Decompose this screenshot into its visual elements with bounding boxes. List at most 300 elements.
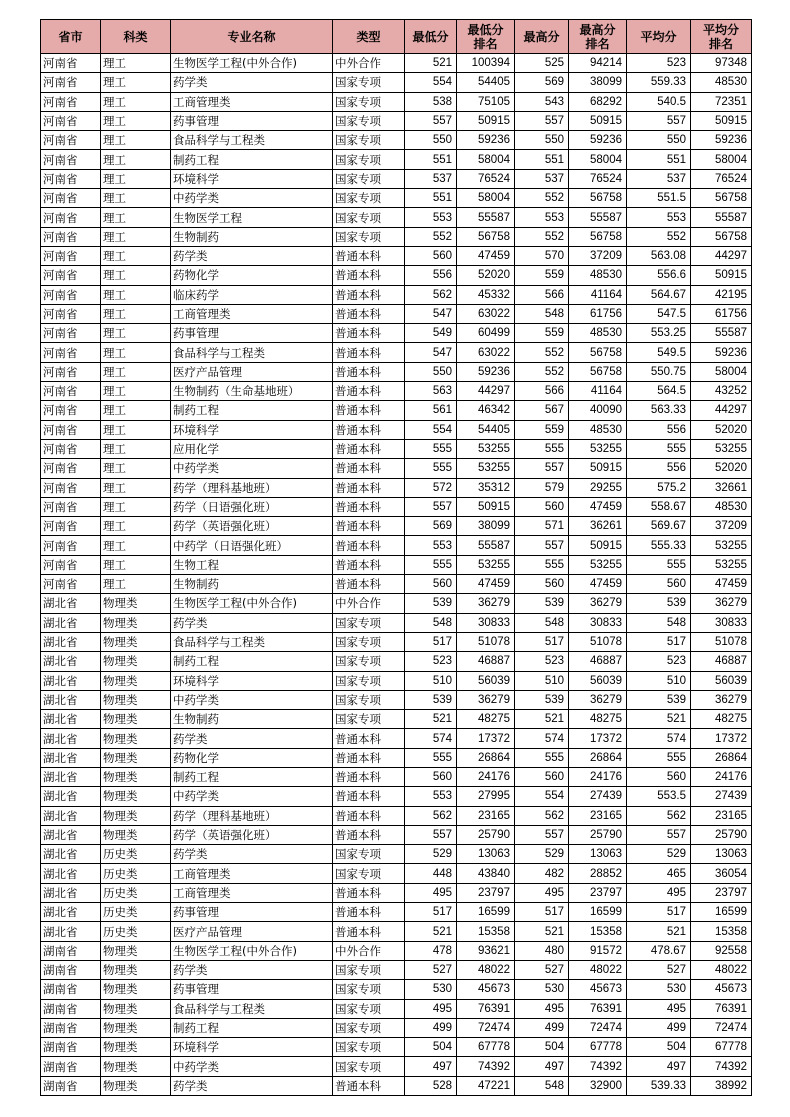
cell-type: 国家专项 <box>333 632 405 651</box>
cell-avg-rank: 48022 <box>691 960 752 979</box>
cell-min-rank: 55587 <box>457 536 515 555</box>
cell-avg-score: 564.67 <box>627 285 691 304</box>
cell-min-score: 553 <box>405 536 457 555</box>
cell-major: 生物医学工程 <box>171 208 333 227</box>
cell-province: 湖北省 <box>41 594 101 613</box>
cell-type: 普通本科 <box>333 246 405 265</box>
cell-max-rank: 59236 <box>569 131 627 150</box>
cell-max-score: 560 <box>515 767 569 786</box>
cell-category: 物理类 <box>101 652 171 671</box>
cell-min-score: 555 <box>405 555 457 574</box>
col-header-min-score: 最低分 <box>405 20 457 54</box>
cell-max-rank: 16599 <box>569 903 627 922</box>
cell-category: 理工 <box>101 555 171 574</box>
cell-type: 国家专项 <box>333 92 405 111</box>
cell-avg-score: 553 <box>627 208 691 227</box>
table-row <box>41 497 752 516</box>
col-header-avg-rank: 平均分 排名 <box>691 20 752 54</box>
cell-min-rank: 59236 <box>457 362 515 381</box>
cell-avg-score: 562 <box>627 806 691 825</box>
cell-avg-rank: 15358 <box>691 922 752 941</box>
cell-major: 制药工程 <box>171 401 333 420</box>
table-row <box>41 845 752 864</box>
cell-avg-rank: 50915 <box>691 111 752 130</box>
cell-min-rank: 48022 <box>457 960 515 979</box>
cell-category: 物理类 <box>101 787 171 806</box>
cell-max-score: 482 <box>515 864 569 883</box>
cell-category: 理工 <box>101 189 171 208</box>
cell-min-rank: 17372 <box>457 729 515 748</box>
cell-max-score: 499 <box>515 1018 569 1037</box>
cell-avg-rank: 58004 <box>691 150 752 169</box>
table-row <box>41 131 752 150</box>
cell-max-score: 559 <box>515 420 569 439</box>
cell-min-rank: 26864 <box>457 748 515 767</box>
cell-max-score: 537 <box>515 169 569 188</box>
cell-avg-rank: 42195 <box>691 285 752 304</box>
cell-major: 制药工程 <box>171 1018 333 1037</box>
cell-major: 环境科学 <box>171 671 333 690</box>
cell-avg-score: 495 <box>627 999 691 1018</box>
cell-min-rank: 44297 <box>457 382 515 401</box>
cell-major: 药学类 <box>171 845 333 864</box>
cell-max-rank: 28852 <box>569 864 627 883</box>
table-row <box>41 54 752 73</box>
table-body <box>41 54 752 1096</box>
cell-type: 国家专项 <box>333 1038 405 1057</box>
cell-category: 理工 <box>101 420 171 439</box>
cell-avg-score: 530 <box>627 980 691 999</box>
cell-category: 物理类 <box>101 806 171 825</box>
cell-province: 河南省 <box>41 304 101 323</box>
cell-min-score: 448 <box>405 864 457 883</box>
cell-type: 国家专项 <box>333 189 405 208</box>
cell-avg-rank: 72474 <box>691 1018 752 1037</box>
cell-major: 药物化学 <box>171 748 333 767</box>
cell-category: 理工 <box>101 150 171 169</box>
table-row <box>41 806 752 825</box>
cell-major: 生物工程 <box>171 555 333 574</box>
cell-province: 河南省 <box>41 92 101 111</box>
cell-min-score: 560 <box>405 246 457 265</box>
cell-min-rank: 35312 <box>457 478 515 497</box>
table-row <box>41 671 752 690</box>
cell-avg-rank: 67778 <box>691 1038 752 1057</box>
table-row <box>41 1076 752 1095</box>
cell-province: 湖北省 <box>41 825 101 844</box>
cell-province: 湖北省 <box>41 845 101 864</box>
cell-avg-rank: 23797 <box>691 883 752 902</box>
cell-type: 普通本科 <box>333 304 405 323</box>
cell-min-score: 561 <box>405 401 457 420</box>
cell-major: 食品科学与工程类 <box>171 343 333 362</box>
cell-province: 河南省 <box>41 150 101 169</box>
cell-max-rank: 37209 <box>569 246 627 265</box>
cell-min-rank: 45673 <box>457 980 515 999</box>
cell-avg-score: 551 <box>627 150 691 169</box>
table-row <box>41 941 752 960</box>
cell-avg-rank: 52020 <box>691 420 752 439</box>
cell-max-rank: 48530 <box>569 420 627 439</box>
table-row <box>41 883 752 902</box>
cell-max-score: 548 <box>515 613 569 632</box>
cell-min-rank: 56039 <box>457 671 515 690</box>
table-row <box>41 1038 752 1057</box>
cell-province: 湖北省 <box>41 767 101 786</box>
cell-avg-rank: 32661 <box>691 478 752 497</box>
cell-category: 理工 <box>101 401 171 420</box>
cell-max-rank: 48275 <box>569 710 627 729</box>
cell-max-rank: 40090 <box>569 401 627 420</box>
cell-max-score: 548 <box>515 1076 569 1095</box>
cell-avg-rank: 55587 <box>691 208 752 227</box>
cell-min-rank: 36279 <box>457 690 515 709</box>
cell-category: 物理类 <box>101 1057 171 1076</box>
cell-province: 湖北省 <box>41 922 101 941</box>
cell-major: 临床药学 <box>171 285 333 304</box>
cell-type: 普通本科 <box>333 903 405 922</box>
cell-category: 物理类 <box>101 671 171 690</box>
cell-min-rank: 74392 <box>457 1057 515 1076</box>
cell-max-rank: 25790 <box>569 825 627 844</box>
cell-max-rank: 76524 <box>569 169 627 188</box>
cell-avg-score: 539 <box>627 690 691 709</box>
cell-min-rank: 63022 <box>457 343 515 362</box>
cell-avg-rank: 24176 <box>691 767 752 786</box>
cell-min-score: 538 <box>405 92 457 111</box>
cell-max-rank: 72474 <box>569 1018 627 1037</box>
cell-province: 湖南省 <box>41 980 101 999</box>
cell-major: 中药学类 <box>171 459 333 478</box>
cell-province: 河南省 <box>41 169 101 188</box>
table-row <box>41 92 752 111</box>
cell-avg-score: 575.2 <box>627 478 691 497</box>
cell-min-score: 521 <box>405 54 457 73</box>
cell-type: 国家专项 <box>333 690 405 709</box>
cell-avg-rank: 36279 <box>691 594 752 613</box>
cell-province: 河南省 <box>41 362 101 381</box>
cell-min-rank: 48275 <box>457 710 515 729</box>
cell-max-rank: 24176 <box>569 767 627 786</box>
table-row <box>41 304 752 323</box>
cell-province: 河南省 <box>41 478 101 497</box>
cell-avg-rank: 72351 <box>691 92 752 111</box>
cell-max-rank: 76391 <box>569 999 627 1018</box>
cell-category: 物理类 <box>101 767 171 786</box>
cell-max-score: 504 <box>515 1038 569 1057</box>
cell-avg-score: 497 <box>627 1057 691 1076</box>
cell-category: 理工 <box>101 536 171 555</box>
cell-max-score: 559 <box>515 266 569 285</box>
cell-max-rank: 29255 <box>569 478 627 497</box>
cell-min-rank: 47459 <box>457 575 515 594</box>
cell-category: 历史类 <box>101 903 171 922</box>
cell-province: 湖北省 <box>41 613 101 632</box>
cell-max-rank: 26864 <box>569 748 627 767</box>
cell-min-score: 553 <box>405 208 457 227</box>
cell-min-score: 528 <box>405 1076 457 1095</box>
cell-max-rank: 50915 <box>569 459 627 478</box>
cell-category: 理工 <box>101 362 171 381</box>
cell-avg-score: 574 <box>627 729 691 748</box>
cell-type: 普通本科 <box>333 825 405 844</box>
cell-type: 普通本科 <box>333 767 405 786</box>
table-row <box>41 382 752 401</box>
col-header-min-rank: 最低分 排名 <box>457 20 515 54</box>
cell-avg-score: 555 <box>627 439 691 458</box>
cell-avg-rank: 48530 <box>691 497 752 516</box>
cell-province: 湖南省 <box>41 1038 101 1057</box>
cell-avg-rank: 76391 <box>691 999 752 1018</box>
cell-major: 食品科学与工程类 <box>171 632 333 651</box>
cell-max-rank: 41164 <box>569 382 627 401</box>
cell-category: 理工 <box>101 497 171 516</box>
cell-max-score: 554 <box>515 787 569 806</box>
cell-province: 湖南省 <box>41 999 101 1018</box>
table-row <box>41 324 752 343</box>
cell-min-score: 478 <box>405 941 457 960</box>
cell-type: 国家专项 <box>333 1018 405 1037</box>
cell-avg-rank: 56758 <box>691 189 752 208</box>
cell-avg-score: 564.5 <box>627 382 691 401</box>
cell-avg-rank: 56758 <box>691 227 752 246</box>
cell-major: 医疗产品管理 <box>171 922 333 941</box>
cell-avg-rank: 13063 <box>691 845 752 864</box>
cell-category: 理工 <box>101 575 171 594</box>
cell-avg-rank: 48530 <box>691 73 752 92</box>
cell-major: 药学类 <box>171 73 333 92</box>
cell-avg-score: 504 <box>627 1038 691 1057</box>
cell-avg-score: 556 <box>627 459 691 478</box>
cell-max-rank: 91572 <box>569 941 627 960</box>
table-row <box>41 632 752 651</box>
cell-min-rank: 27995 <box>457 787 515 806</box>
col-header-avg-score: 平均分 <box>627 20 691 54</box>
cell-min-score: 517 <box>405 632 457 651</box>
cell-province: 湖北省 <box>41 729 101 748</box>
cell-avg-score: 465 <box>627 864 691 883</box>
cell-province: 河南省 <box>41 324 101 343</box>
cell-min-rank: 16599 <box>457 903 515 922</box>
cell-major: 制药工程 <box>171 652 333 671</box>
cell-min-rank: 53255 <box>457 459 515 478</box>
cell-max-rank: 32900 <box>569 1076 627 1095</box>
cell-major: 生物制药 <box>171 575 333 594</box>
cell-max-score: 552 <box>515 343 569 362</box>
cell-category: 历史类 <box>101 922 171 941</box>
table-row <box>41 246 752 265</box>
table-row <box>41 594 752 613</box>
cell-avg-rank: 46887 <box>691 652 752 671</box>
cell-max-score: 551 <box>515 150 569 169</box>
cell-type: 普通本科 <box>333 575 405 594</box>
cell-category: 理工 <box>101 285 171 304</box>
cell-type: 国家专项 <box>333 131 405 150</box>
cell-major: 工商管理类 <box>171 864 333 883</box>
table-row <box>41 748 752 767</box>
cell-avg-score: 556.6 <box>627 266 691 285</box>
table-row <box>41 150 752 169</box>
cell-major: 医疗产品管理 <box>171 362 333 381</box>
cell-max-rank: 94214 <box>569 54 627 73</box>
cell-category: 物理类 <box>101 825 171 844</box>
cell-type: 国家专项 <box>333 227 405 246</box>
cell-min-score: 523 <box>405 652 457 671</box>
cell-min-rank: 75105 <box>457 92 515 111</box>
cell-type: 中外合作 <box>333 941 405 960</box>
cell-min-rank: 13063 <box>457 845 515 864</box>
cell-type: 普通本科 <box>333 478 405 497</box>
cell-max-score: 566 <box>515 285 569 304</box>
cell-min-score: 495 <box>405 999 457 1018</box>
cell-max-score: 574 <box>515 729 569 748</box>
header-row <box>41 20 752 54</box>
cell-category: 理工 <box>101 517 171 536</box>
cell-type: 普通本科 <box>333 266 405 285</box>
cell-max-score: 579 <box>515 478 569 497</box>
admission-score-table <box>40 19 752 1096</box>
cell-type: 国家专项 <box>333 150 405 169</box>
cell-avg-rank: 44297 <box>691 401 752 420</box>
cell-avg-score: 555 <box>627 555 691 574</box>
cell-min-score: 521 <box>405 922 457 941</box>
cell-type: 国家专项 <box>333 864 405 883</box>
cell-province: 河南省 <box>41 382 101 401</box>
cell-min-rank: 15358 <box>457 922 515 941</box>
cell-avg-rank: 52020 <box>691 459 752 478</box>
cell-max-score: 559 <box>515 324 569 343</box>
cell-province: 湖北省 <box>41 671 101 690</box>
cell-category: 物理类 <box>101 729 171 748</box>
cell-min-rank: 93621 <box>457 941 515 960</box>
cell-max-score: 495 <box>515 883 569 902</box>
cell-major: 中药学类 <box>171 189 333 208</box>
cell-max-score: 521 <box>515 922 569 941</box>
cell-max-rank: 17372 <box>569 729 627 748</box>
cell-type: 国家专项 <box>333 208 405 227</box>
cell-avg-rank: 92558 <box>691 941 752 960</box>
cell-avg-rank: 59236 <box>691 343 752 362</box>
cell-province: 湖南省 <box>41 960 101 979</box>
cell-province: 湖北省 <box>41 632 101 651</box>
table-row <box>41 729 752 748</box>
cell-province: 湖北省 <box>41 864 101 883</box>
cell-min-score: 495 <box>405 883 457 902</box>
table-row <box>41 439 752 458</box>
cell-min-rank: 53255 <box>457 439 515 458</box>
cell-max-score: 521 <box>515 710 569 729</box>
table-row <box>41 266 752 285</box>
cell-province: 湖南省 <box>41 941 101 960</box>
cell-province: 河南省 <box>41 575 101 594</box>
cell-province: 河南省 <box>41 285 101 304</box>
cell-min-score: 539 <box>405 594 457 613</box>
table-row <box>41 285 752 304</box>
cell-avg-score: 548 <box>627 613 691 632</box>
table-row <box>41 459 752 478</box>
cell-avg-score: 523 <box>627 652 691 671</box>
cell-avg-rank: 27439 <box>691 787 752 806</box>
cell-major: 中药学（日语强化班） <box>171 536 333 555</box>
cell-province: 河南省 <box>41 459 101 478</box>
table-row <box>41 517 752 536</box>
cell-max-score: 560 <box>515 575 569 594</box>
cell-max-score: 548 <box>515 304 569 323</box>
cell-min-score: 555 <box>405 459 457 478</box>
cell-avg-score: 549.5 <box>627 343 691 362</box>
cell-avg-rank: 44297 <box>691 246 752 265</box>
cell-max-score: 480 <box>515 941 569 960</box>
cell-avg-score: 539 <box>627 594 691 613</box>
cell-avg-score: 523 <box>627 54 691 73</box>
cell-max-score: 543 <box>515 92 569 111</box>
cell-category: 理工 <box>101 54 171 73</box>
cell-min-rank: 53255 <box>457 555 515 574</box>
cell-category: 历史类 <box>101 883 171 902</box>
table-row <box>41 999 752 1018</box>
cell-type: 中外合作 <box>333 54 405 73</box>
cell-major: 药学（理科基地班） <box>171 806 333 825</box>
cell-min-score: 557 <box>405 497 457 516</box>
cell-avg-score: 550.75 <box>627 362 691 381</box>
cell-min-rank: 56758 <box>457 227 515 246</box>
cell-major: 药学类 <box>171 246 333 265</box>
cell-province: 河南省 <box>41 517 101 536</box>
cell-avg-rank: 47459 <box>691 575 752 594</box>
cell-avg-score: 552 <box>627 227 691 246</box>
cell-category: 物理类 <box>101 941 171 960</box>
cell-major: 工商管理类 <box>171 304 333 323</box>
table-row <box>41 227 752 246</box>
cell-min-score: 560 <box>405 575 457 594</box>
cell-min-score: 572 <box>405 478 457 497</box>
cell-province: 湖北省 <box>41 883 101 902</box>
cell-avg-rank: 53255 <box>691 439 752 458</box>
cell-min-score: 562 <box>405 806 457 825</box>
table-row <box>41 362 752 381</box>
cell-avg-score: 563.33 <box>627 401 691 420</box>
cell-type: 国家专项 <box>333 845 405 864</box>
cell-max-rank: 50915 <box>569 111 627 130</box>
cell-major: 药学（英语强化班） <box>171 825 333 844</box>
cell-major: 应用化学 <box>171 439 333 458</box>
cell-max-score: 517 <box>515 632 569 651</box>
cell-max-rank: 45673 <box>569 980 627 999</box>
table-row <box>41 189 752 208</box>
cell-avg-rank: 59236 <box>691 131 752 150</box>
cell-province: 河南省 <box>41 189 101 208</box>
cell-avg-rank: 45673 <box>691 980 752 999</box>
cell-max-rank: 55587 <box>569 208 627 227</box>
cell-avg-rank: 53255 <box>691 555 752 574</box>
cell-province: 湖北省 <box>41 748 101 767</box>
cell-avg-rank: 51078 <box>691 632 752 651</box>
cell-type: 普通本科 <box>333 362 405 381</box>
cell-major: 药学（英语强化班） <box>171 517 333 536</box>
table-row <box>41 401 752 420</box>
cell-avg-score: 499 <box>627 1018 691 1037</box>
col-header-category: 科类 <box>101 20 171 54</box>
cell-avg-score: 555.33 <box>627 536 691 555</box>
col-header-max-rank: 最高分 排名 <box>569 20 627 54</box>
cell-type: 国家专项 <box>333 652 405 671</box>
cell-max-rank: 56758 <box>569 343 627 362</box>
cell-province: 湖北省 <box>41 787 101 806</box>
table-row <box>41 922 752 941</box>
cell-major: 制药工程 <box>171 150 333 169</box>
cell-min-rank: 54405 <box>457 420 515 439</box>
cell-max-rank: 27439 <box>569 787 627 806</box>
